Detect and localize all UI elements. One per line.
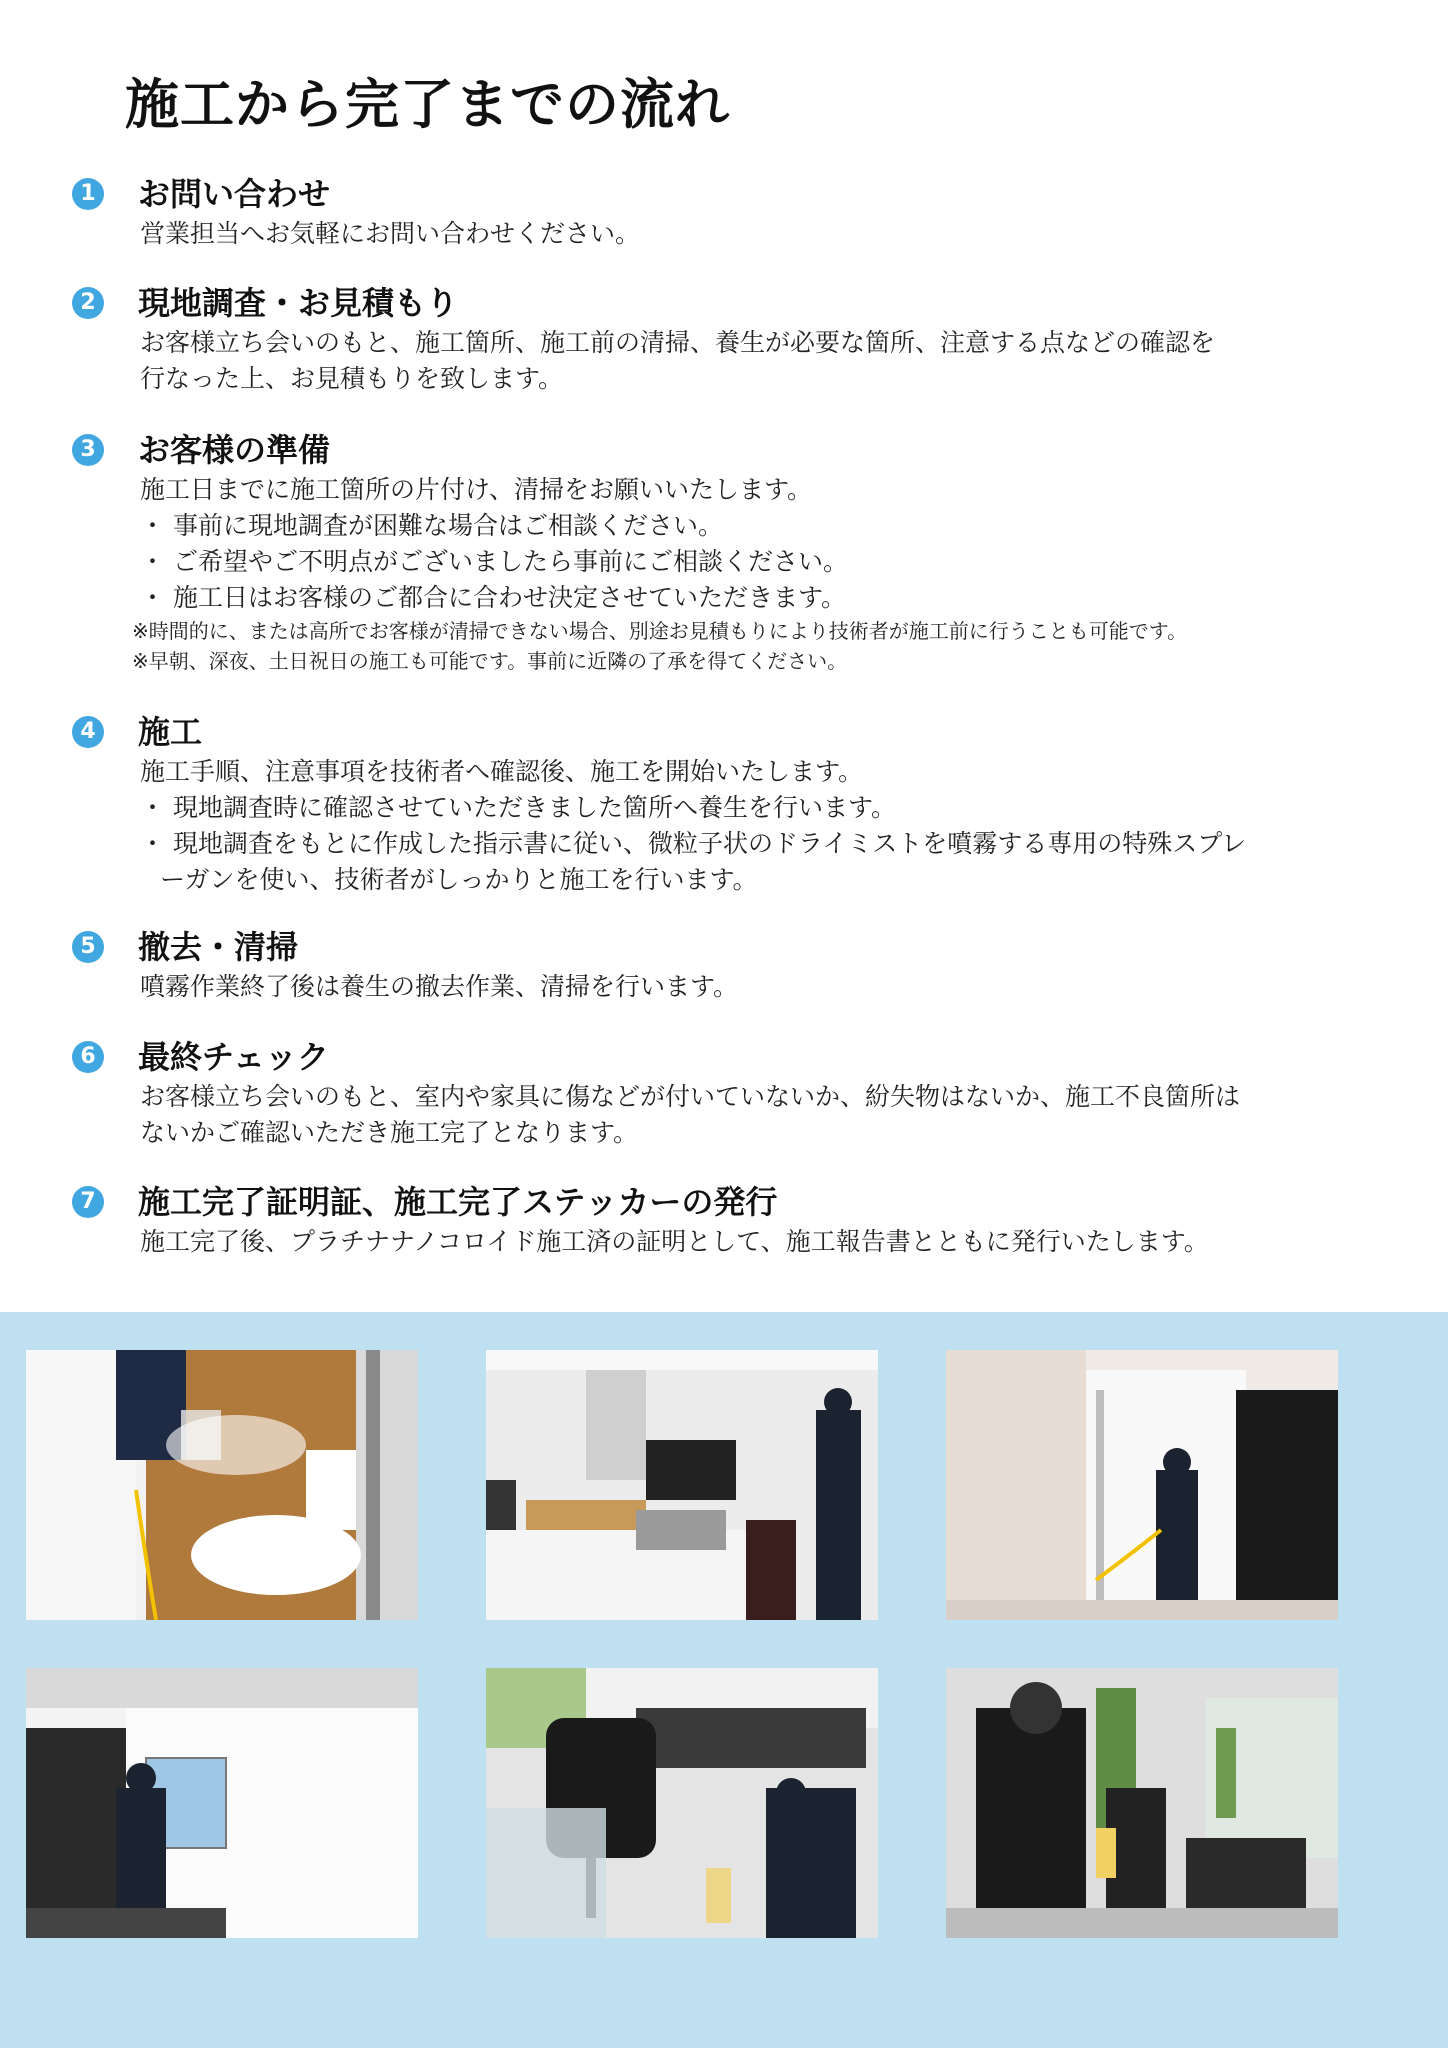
step-number-badge: 5 bbox=[72, 931, 104, 963]
step-title: お客様の準備 bbox=[138, 431, 331, 469]
step-2 bbox=[72, 281, 1382, 397]
note-line: ※時間的に、または高所でお客様が清掃できない場合、別途お見積もりにより技術者が施工前に行うことも可能です。 bbox=[132, 619, 1188, 643]
step-title: 最終チェック bbox=[138, 1038, 330, 1076]
body-line: ないかご確認いただき施工完了となります。 bbox=[140, 1118, 639, 1147]
step-number-badge: 7 bbox=[72, 1186, 104, 1218]
step-number-badge: 1 bbox=[72, 178, 104, 210]
step-title: お問い合わせ bbox=[138, 175, 331, 213]
photo-office-plant bbox=[946, 1668, 1338, 1938]
step-body bbox=[140, 1079, 1382, 1151]
step-title: 撤去・清掃 bbox=[138, 928, 299, 966]
step-title: 現地調査・お見積もり bbox=[138, 284, 459, 322]
step-title: 施工完了証明証、施工完了ステッカーの発行 bbox=[138, 1183, 778, 1221]
body-line: 行なった上、お見積もりを致します。 bbox=[140, 364, 564, 393]
step-body bbox=[140, 969, 1382, 1005]
body-line: お客様立ち会いのもと、施工箇所、施工前の清掃、養生が必要な箇所、注意する点などの確認を bbox=[140, 328, 1216, 357]
body-line: 施工日までに施工箇所の片付け、清掃をお願いいたします。 bbox=[140, 475, 813, 504]
step-body bbox=[140, 754, 1382, 898]
step-5 bbox=[72, 925, 1382, 1005]
photo-office-desks bbox=[486, 1350, 878, 1620]
step-3 bbox=[72, 428, 1382, 676]
body-line: 施工手順、注意事項を技術者へ確認後、施工を開始いたします。 bbox=[140, 757, 864, 786]
step-body bbox=[140, 325, 1382, 397]
step-body bbox=[140, 1224, 1382, 1260]
photo-office-wall bbox=[26, 1668, 418, 1938]
photo-toilet-spraying bbox=[26, 1350, 418, 1620]
step-6 bbox=[72, 1035, 1382, 1151]
bullet-continuation: ーガンを使い、技術者がしっかりと施工を行います。 bbox=[160, 865, 758, 894]
body-line: 施工完了後、プラチナナノコロイド施工済の証明として、施工報告書とともに発行いたします。 bbox=[140, 1227, 1209, 1256]
page-title: 施工から完了までの流れ bbox=[125, 73, 730, 136]
bullet-item: ・ 事前に現地調査が困難な場合はご相談ください。 bbox=[140, 511, 723, 540]
bullet-item: ・ 現地調査時に確認させていただきました箇所へ養生を行います。 bbox=[140, 793, 896, 822]
photo-band bbox=[0, 1312, 1448, 2048]
body-line: お客様立ち会いのもと、室内や家具に傷などが付いていないか、紛失物はないか、施工不良箇所は bbox=[140, 1082, 1241, 1111]
bullet-item: ・ 施工日はお客様のご都合に合わせ決定させていただきます。 bbox=[140, 583, 846, 612]
step-title: 施工 bbox=[138, 713, 203, 751]
step-number-badge: 6 bbox=[72, 1041, 104, 1073]
step-body bbox=[140, 216, 1382, 252]
photo-glass-desk bbox=[486, 1668, 878, 1938]
step-number-badge: 4 bbox=[72, 716, 104, 748]
step-number-badge: 3 bbox=[72, 434, 104, 466]
body-line: 営業担当へお気軽にお問い合わせください。 bbox=[140, 219, 641, 248]
step-1 bbox=[72, 172, 1382, 252]
bullet-item: ・ 現地調査をもとに作成した指示書に従い、微粒子状のドライミストを噴霧する専用の特殊スプレ bbox=[140, 829, 1247, 858]
bullet-item: ・ ご希望やご不明点がございましたら事前にご相談ください。 bbox=[140, 547, 848, 576]
photo-window-room bbox=[946, 1350, 1338, 1620]
step-4 bbox=[72, 710, 1382, 898]
body-line: 噴霧作業終了後は養生の撤去作業、清掃を行います。 bbox=[140, 972, 739, 1001]
note-line: ※早朝、深夜、土日祝日の施工も可能です。事前に近隣の了承を得てください。 bbox=[132, 649, 848, 673]
step-body bbox=[132, 472, 1382, 676]
step-number-badge: 2 bbox=[72, 287, 104, 319]
step-7 bbox=[72, 1180, 1382, 1260]
